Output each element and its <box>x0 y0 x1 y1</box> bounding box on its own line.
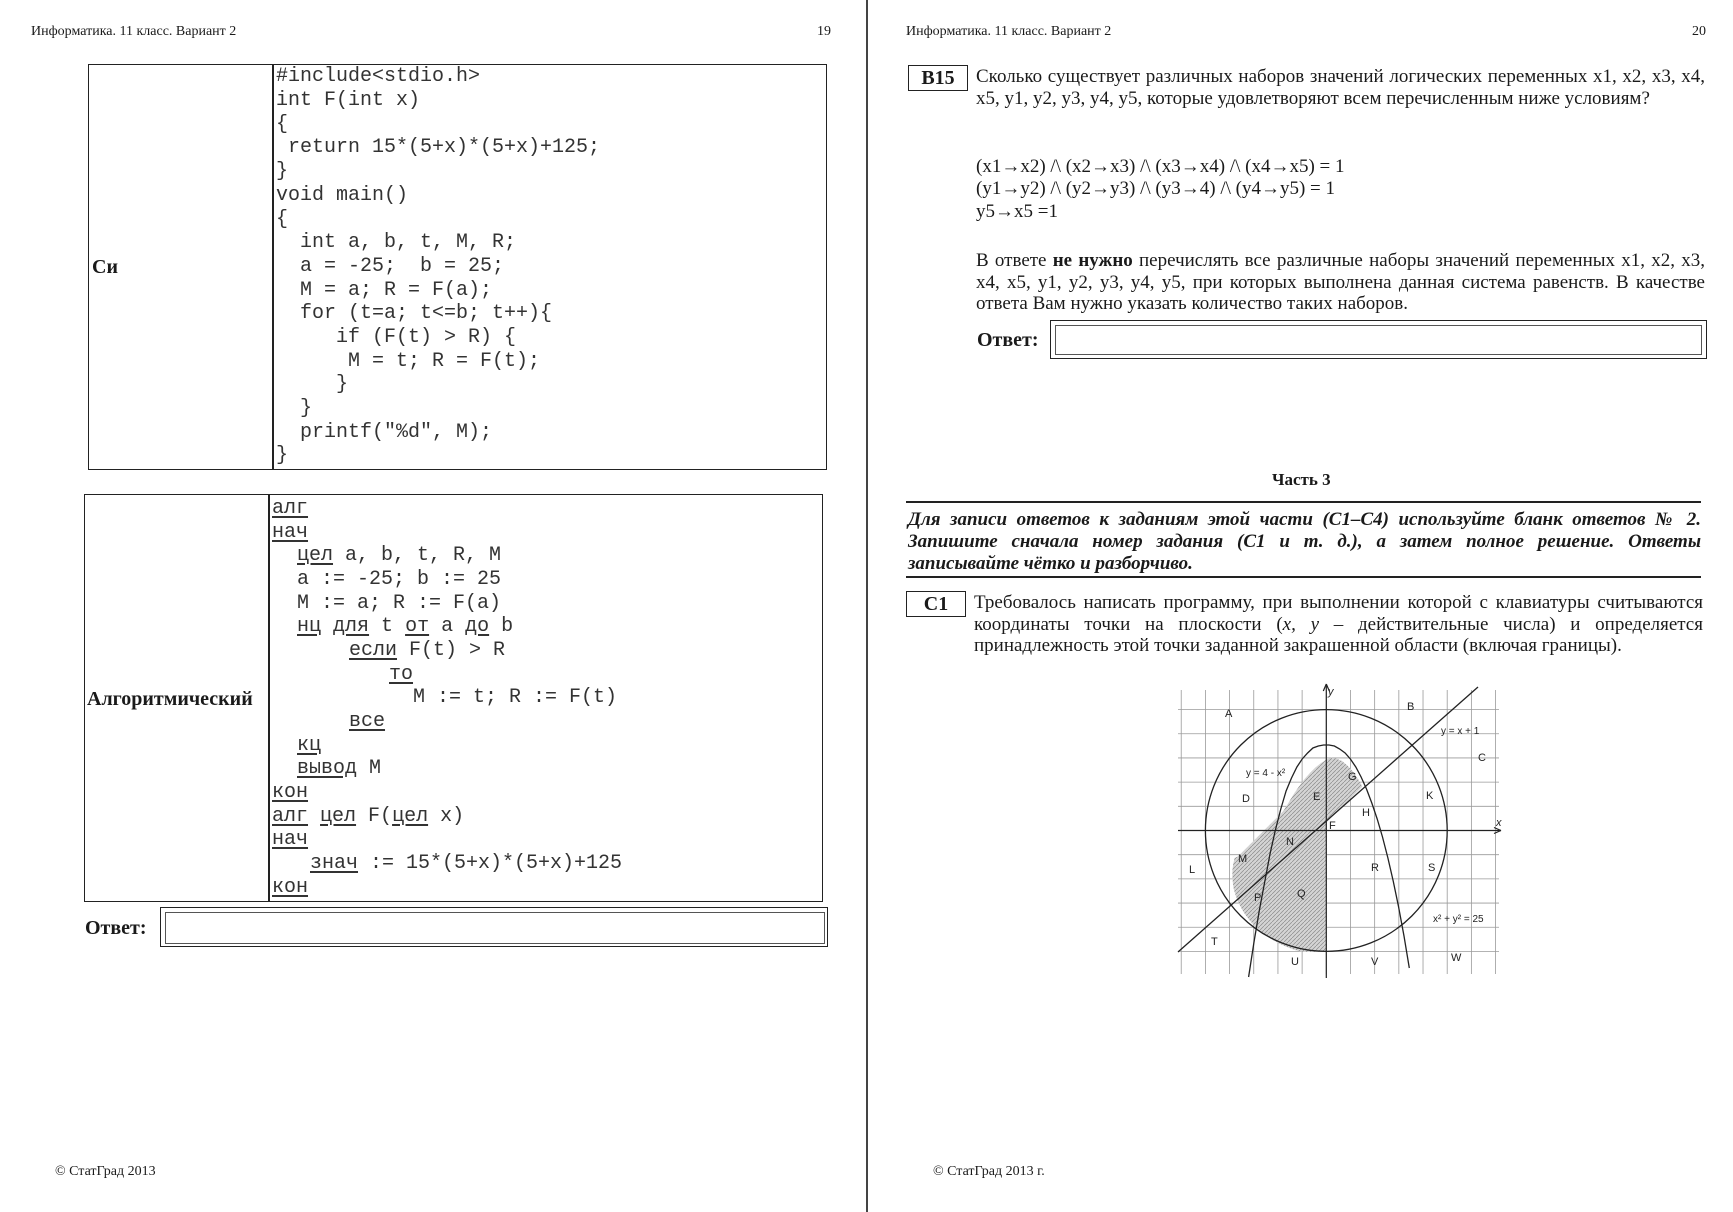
part-3-bottom-rule <box>906 576 1701 578</box>
b15-question-text: Сколько существует различных наборов значений логических переменных x1, x2, x3, x4, x5, y1, y2, y3, y4, y5, которые удовлетворяют всем перечисленным ниже условиям? <box>976 66 1705 109</box>
c-language-label: Си <box>92 256 118 278</box>
keyword: алг <box>272 805 309 828</box>
region-label: P <box>1254 892 1262 904</box>
region-label: Q <box>1297 888 1306 900</box>
part-3-instructions: Для записи ответов к заданиям этой части (С1–С4) используйте бланк ответов № 2. Запишите сначала номер задания (С1 и т. д.), а затем полное решение. Ответы записывайте чётко и разборчиво. <box>908 509 1701 574</box>
keyword: цел <box>392 805 429 828</box>
keyword: кон <box>272 876 309 899</box>
right-answer-label: Ответ: <box>977 329 1039 351</box>
circle-equation-label: x² + y² = 25 <box>1433 914 1484 925</box>
region-label: B <box>1407 701 1415 713</box>
code-text: t <box>369 615 406 638</box>
part-3-top-rule <box>906 501 1701 503</box>
code-line: int a, b, t, M, R; <box>276 231 517 254</box>
code-line: { <box>276 113 289 136</box>
keyword: до <box>465 615 490 638</box>
code-line: for (t=a; t<=b; t++){ <box>276 302 553 325</box>
b15-note-text: В ответе не нужно перечислять все различные наборы значений переменных x1, x2, x3, x4, x5, y1, y2, y3, y4, y5, при которых выполнена данная система равенств. В качестве ответа Вам нужно указать количество таких наборов. <box>976 250 1705 314</box>
code-line: #include<stdio.h> <box>276 65 481 88</box>
region-label: G <box>1348 771 1357 783</box>
keyword: то <box>389 663 414 686</box>
part-3-title: Часть 3 <box>1272 470 1331 489</box>
c-table-divider <box>272 64 274 470</box>
keyword: вывод <box>297 757 358 780</box>
region-label: T <box>1211 936 1218 948</box>
b15-equation-1: (x1→x2) /\ (x2→x3) /\ (x3→x4) /\ (x4→x5) = 1 <box>976 156 1345 177</box>
region-label: H <box>1362 807 1370 819</box>
code-text: M <box>357 757 382 780</box>
keyword: кон <box>272 781 309 804</box>
right-page-number: 20 <box>1692 24 1706 39</box>
region-label: V <box>1371 956 1379 968</box>
code-line: a = -25; b = 25; <box>276 255 505 278</box>
code-line: { <box>276 208 289 231</box>
c1-task-tag: C1 <box>906 591 966 617</box>
code-line: M = t; R = F(t); <box>276 350 541 373</box>
region-label: C <box>1478 752 1486 764</box>
keyword: нач <box>272 521 309 544</box>
keyword: цел <box>320 805 357 828</box>
left-answer-label: Ответ: <box>85 917 147 939</box>
region-label: A <box>1225 708 1233 720</box>
code-text: := 15*(5+x)*(5+x)+125 <box>358 852 623 875</box>
keyword: нач <box>272 828 309 851</box>
code-line: return 15*(5+x)*(5+x)+125; <box>276 136 601 159</box>
code-text: a, b, t, R, M <box>333 544 502 567</box>
code-line: printf("%d", M); <box>276 421 493 444</box>
keyword: нц <box>297 615 322 638</box>
parabola-equation-label: y = 4 - x² <box>1246 768 1286 779</box>
code-line: } <box>276 397 313 420</box>
region-label: W <box>1451 952 1462 964</box>
left-header-title: Информатика. 11 класс. Вариант 2 <box>31 24 237 39</box>
region-label: S <box>1428 862 1436 874</box>
code-text: x) <box>428 805 465 828</box>
alg-table-divider <box>268 494 270 902</box>
b15-equation-2: (y1→y2) /\ (y2→y3) /\ (y3→4) /\ (y4→y5) = 1 <box>976 178 1336 199</box>
keyword: от <box>405 615 430 638</box>
code-line: } <box>276 444 289 467</box>
region-label: L <box>1189 864 1196 876</box>
left-page-number: 19 <box>817 24 831 39</box>
code-text: M := a; R := F(a) <box>297 592 502 615</box>
left-answer-inner-border <box>165 912 825 944</box>
line-boundary <box>1178 687 1478 952</box>
keyword: алг <box>272 497 309 520</box>
code-text: F(t) > R <box>397 639 506 662</box>
code-text: a := -25; b := 25 <box>297 568 502 591</box>
alg-language-label: Алгоритмический <box>87 688 253 710</box>
code-line: void main() <box>276 184 409 207</box>
keyword: знач <box>310 852 359 875</box>
c1-region-figure <box>1176 682 1506 978</box>
code-text: b <box>489 615 514 638</box>
region-label: R <box>1371 862 1379 874</box>
region-label: K <box>1426 790 1434 802</box>
region-label: D <box>1242 793 1250 805</box>
code-text: F( <box>356 805 393 828</box>
code-line: int F(int x) <box>276 89 421 112</box>
right-footer: © СтатГрад 2013 г. <box>933 1164 1045 1179</box>
code-line: } <box>276 373 349 396</box>
b15-equation-3: y5→x5 =1 <box>976 201 1058 222</box>
y-axis-label: y <box>1328 686 1334 698</box>
code-text: a <box>429 615 466 638</box>
region-label: E <box>1313 791 1321 803</box>
keyword: кц <box>297 734 322 757</box>
right-header-title: Информатика. 11 класс. Вариант 2 <box>906 24 1112 39</box>
code-line: M = a; R = F(a); <box>276 279 493 302</box>
region-label: F <box>1329 820 1336 832</box>
line-equation-label: y = x + 1 <box>1441 726 1480 737</box>
code-line: if (F(t) > R) { <box>276 326 517 349</box>
c1-question-text: Требовалось написать программу, при выполнении которой с клавиатуры считываются координаты точки на плоскости (x, y – действительные числа) и определяется принадлежность этой точки заданной закрашенной области (включая границы). <box>974 592 1703 656</box>
keyword: цел <box>297 544 334 567</box>
keyword: все <box>349 710 386 733</box>
left-footer: © СтатГрад 2013 <box>55 1164 156 1179</box>
shaded-region-g-h <box>1326 758 1362 823</box>
region-label: N <box>1286 836 1294 848</box>
x-axis-label: x <box>1496 817 1502 829</box>
keyword: для <box>333 615 370 638</box>
keyword: если <box>349 639 398 662</box>
right-answer-inner-border <box>1055 325 1702 355</box>
code-line: } <box>276 160 289 183</box>
page-divider <box>866 0 868 1212</box>
region-label: M <box>1238 853 1248 865</box>
code-text: M := t; R := F(t) <box>413 686 618 709</box>
b15-task-tag: B15 <box>908 65 968 91</box>
region-label: U <box>1291 956 1299 968</box>
